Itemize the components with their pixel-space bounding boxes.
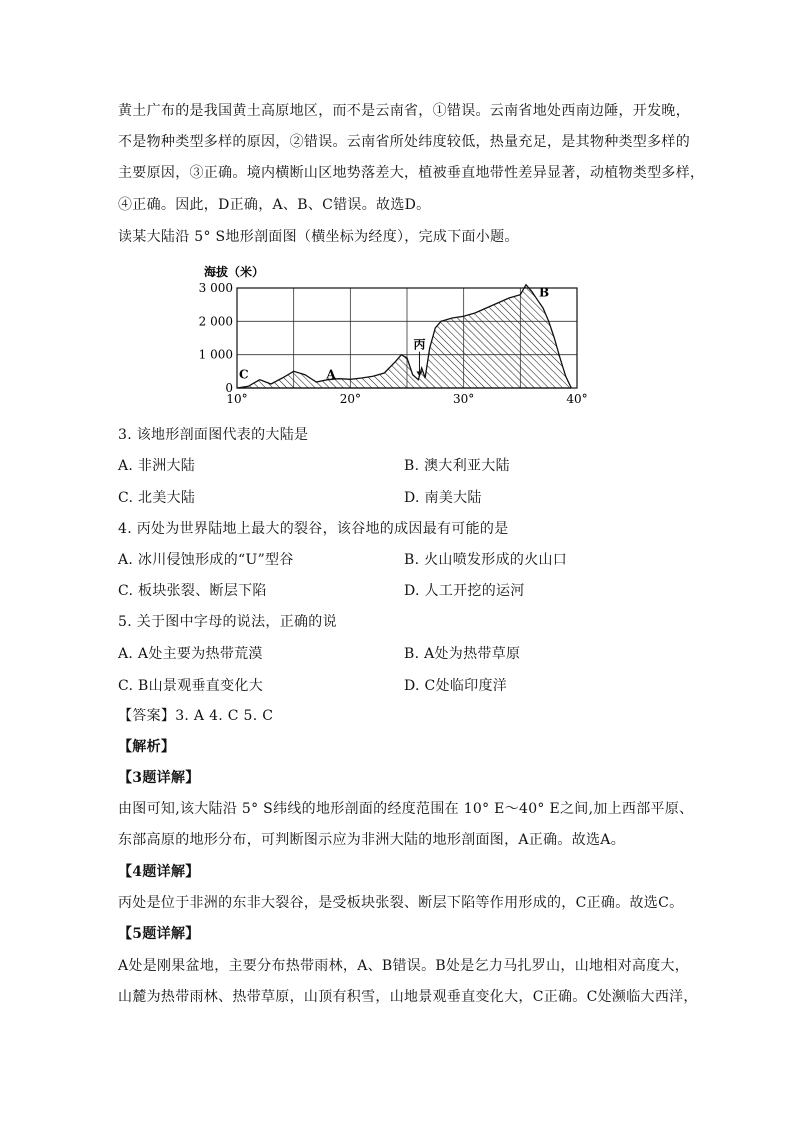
text-line: 主要原因，③正确。境内横断山区地势落差大，植被垂直地带性差异显著，动植物类型多样， bbox=[118, 165, 705, 181]
option-b: B. 火山喷发形成的火山口 bbox=[404, 552, 568, 568]
profile-point-label: A bbox=[326, 367, 336, 382]
detail-heading: 【3题详解】 bbox=[118, 770, 200, 786]
option-a: A. 冰川侵蚀形成的“U”型谷 bbox=[118, 552, 294, 568]
text-line: ④正确。因此，D正确，A、B、C错误。故选D。 bbox=[118, 197, 431, 213]
terrain-profile-chart bbox=[196, 262, 596, 412]
profile-point-label: B bbox=[539, 285, 550, 300]
y-tick-label: 1 000 bbox=[198, 347, 233, 362]
option-d: D. C处临印度洋 bbox=[404, 678, 508, 694]
y-tick-label: 2 000 bbox=[198, 314, 233, 329]
option-d: D. 南美大陆 bbox=[404, 490, 482, 506]
question-intro: 读某大陆沿 5° S地形剖面图（横坐标为经度），完成下面小题。 bbox=[118, 229, 519, 245]
option-a: A. A处主要为热带荒漠 bbox=[118, 646, 263, 662]
profile-point-label: C bbox=[239, 367, 249, 382]
text-line: 丙处是位于非洲的东非大裂谷，是受板块张裂、断层下陷等作用形成的，C正确。故选C。 bbox=[118, 895, 684, 911]
question-stem: 4. 丙处为世界陆地上最大的裂谷，该谷地的成因最有可能的是 bbox=[118, 521, 509, 537]
option-c: C. B山景观垂直变化大 bbox=[118, 678, 264, 694]
profile-point-label: 丙 bbox=[413, 337, 426, 352]
x-tick-label: 20° bbox=[339, 392, 361, 406]
question-stem: 5. 关于图中字母的说法，正确的说 bbox=[118, 614, 337, 630]
y-tick-label: 0 bbox=[225, 381, 233, 395]
text-line: 不是物种类型多样的原因，②错误。云南省所处纬度较低，热量充足，是其物种类型多样的 bbox=[118, 134, 690, 150]
terrain-profile-area bbox=[237, 285, 571, 388]
detail-heading: 【5题详解】 bbox=[118, 926, 200, 942]
detail-heading: 【4题详解】 bbox=[118, 864, 200, 880]
x-tick-label: 40° bbox=[566, 392, 588, 406]
text-line: 由图可知,该大陆沿 5° S纬线的地形剖面的经度范围在 10° E～40° E之间,加上西部平原、 bbox=[118, 801, 694, 817]
x-tick-label: 10° bbox=[226, 392, 248, 406]
option-b: B. 澳大利亚大陆 bbox=[404, 458, 510, 474]
option-b: B. A处为热带草原 bbox=[404, 646, 521, 662]
option-c: C. 板块张裂、断层下陷 bbox=[118, 583, 267, 599]
answer-line: 【答案】3. A 4. C 5. C bbox=[118, 708, 274, 724]
y-tick-label: 3 000 bbox=[198, 281, 233, 295]
text-line: 黄土广布的是我国黄土高原地区，而不是云南省，①错误。云南省地处西南边陲，开发晚， bbox=[118, 103, 690, 119]
option-c: C. 北美大陆 bbox=[118, 490, 196, 506]
x-tick-label: 30° bbox=[453, 392, 475, 406]
question-stem: 3. 该地形剖面图代表的大陆是 bbox=[118, 427, 309, 443]
y-axis-label: 海拔（米） bbox=[204, 265, 265, 279]
text-line: A处是刚果盆地，主要分布热带雨林，A、B错误。B处是乞力马扎罗山，山地相对高度大， bbox=[118, 958, 690, 974]
text-line: 山麓为热带雨林、热带草原，山顶有积雪，山地景观垂直变化大，C正确。C处濒临大西洋， bbox=[118, 989, 698, 1005]
analysis-heading: 【解析】 bbox=[118, 739, 176, 755]
option-d: D. 人工开挖的运河 bbox=[404, 583, 525, 599]
option-a: A. 非洲大陆 bbox=[118, 458, 196, 474]
text-line: 东部高原的地形分布，可判断图示应为非洲大陆的地形剖面图，A正确。故选A。 bbox=[118, 832, 626, 848]
